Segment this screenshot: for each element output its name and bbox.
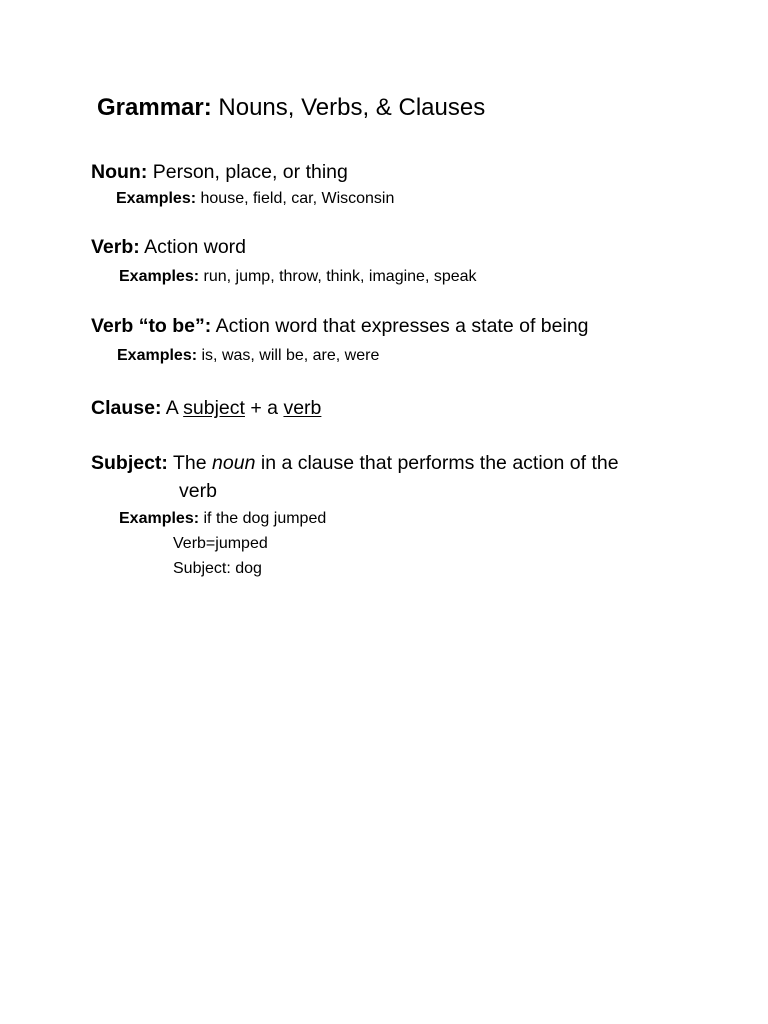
noun-definition-text: Person, place, or thing <box>152 161 348 183</box>
clause-subject-word: subject <box>183 397 245 419</box>
title-label: Grammar: <box>97 94 212 121</box>
clause-term: Clause: <box>91 397 162 419</box>
clause-middle: + a <box>250 397 279 419</box>
subject-examples-text: if the dog jumped <box>203 510 327 527</box>
verb-term: Verb: <box>91 236 140 258</box>
page-title <box>97 96 485 120</box>
verb-examples <box>119 269 477 285</box>
verb-to-be-definition <box>91 317 589 337</box>
subject-examples <box>119 511 326 527</box>
noun-definition <box>91 163 348 183</box>
title-text: Nouns, Verbs, & Clauses <box>218 94 486 121</box>
subject-example-verb-text: Verb=jumped <box>173 535 268 552</box>
clause-prefix: A <box>165 397 178 419</box>
verb-to-be-definition-text: Action word that expresses a state of being <box>215 315 589 337</box>
verb-definition-text: Action word <box>144 236 247 258</box>
subject-def-start: The <box>173 452 207 474</box>
subject-example-subject <box>173 561 262 577</box>
verb-to-be-examples-label: Examples: <box>117 347 198 364</box>
verb-examples-label: Examples: <box>119 268 200 285</box>
clause-verb-word: verb <box>283 397 322 419</box>
noun-examples <box>116 191 394 207</box>
subject-def-italic: noun <box>212 452 256 474</box>
verb-to-be-term: Verb “to be”: <box>91 315 212 337</box>
noun-examples-label: Examples: <box>116 190 197 207</box>
verb-to-be-examples <box>117 348 379 364</box>
verb-examples-text: run, jump, throw, think, imagine, speak <box>203 268 477 285</box>
verb-definition <box>91 238 246 258</box>
noun-examples-text: house, field, car, Wisconsin <box>200 190 395 207</box>
subject-examples-label: Examples: <box>119 510 200 527</box>
subject-example-verb <box>173 536 268 552</box>
clause-definition <box>91 399 321 419</box>
subject-example-subject-text: Subject: dog <box>173 560 262 577</box>
subject-def-line2: verb <box>179 480 217 502</box>
subject-term: Subject: <box>91 452 168 474</box>
subject-definition <box>91 454 619 474</box>
verb-to-be-examples-text: is, was, will be, are, were <box>201 347 380 364</box>
subject-definition-line2 <box>179 482 217 502</box>
subject-def-end: in a clause that performs the action of the <box>260 452 619 474</box>
noun-term: Noun: <box>91 161 148 183</box>
